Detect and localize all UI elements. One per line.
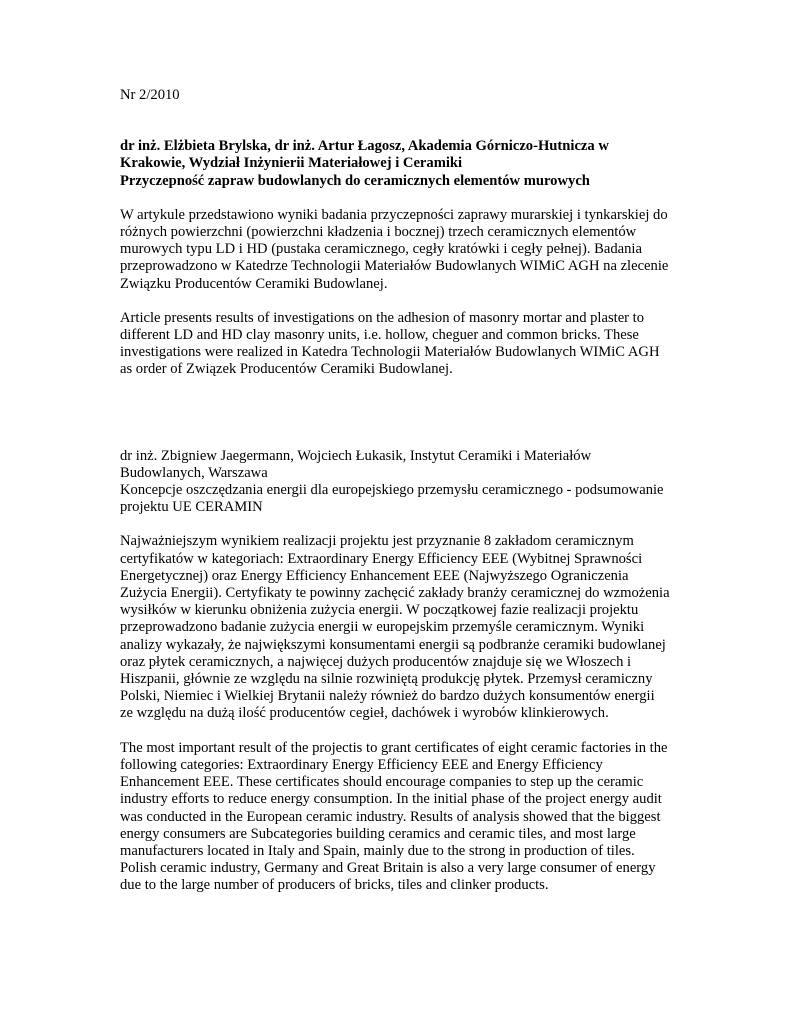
document-page <box>120 87 680 895</box>
article1-authors-line: Krakowie, Wydział Inżynierii Materiałowej i Ceramiki <box>120 155 463 172</box>
paragraph-line: investigations were realized in Katedra Technologii Materiałów Budowlanych WIMiC AGH <box>120 344 660 361</box>
paragraph-line: Hiszpanii, głównie ze względu na silnie rozwiniętą produkcję płytek. Przemysł ceramiczny <box>120 671 653 688</box>
paragraph-line: W artykule przedstawiono wyniki badania przyczepności zaprawy murarskiej i tynkarskiej do <box>120 206 668 223</box>
paragraph-line: przeprowadzono w Katedrze Technologii Materiałów Budowlanych WIMiC AGH na zlecenie <box>120 258 669 275</box>
paragraph-line: Enhancement EEE. These certificates should encourage companies to step up the ceramic <box>120 774 644 791</box>
issue-number: Nr 2/2010 <box>120 87 180 103</box>
paragraph-line: Najważniejszym wynikiem realizacji projektu jest przyznanie 8 zakładom ceramicznym <box>120 533 634 550</box>
article2-header <box>120 448 680 517</box>
paragraph-line: industry efforts to reduce energy consumption. In the initial phase of the project energy audit <box>120 791 662 808</box>
paragraph-line: Article presents results of investigations on the adhesion of masonry mortar and plaster to <box>120 309 645 326</box>
paragraph-line: following categories: Extraordinary Energy Efficiency EEE and Energy Efficiency <box>120 756 603 773</box>
paragraph-line: oraz płytek ceramicznych, a najwięcej dużych producentów znajduje się we Włoszech i <box>120 653 632 670</box>
article1-header <box>120 138 680 190</box>
paragraph-line: manufacturers located in Italy and Spain, mainly due to the strong in production of tiles. <box>120 842 635 859</box>
paragraph-line: Polish ceramic industry, Germany and Great Britain is also a very large consumer of energy <box>120 860 656 877</box>
article1-abstract-en <box>120 310 680 379</box>
paragraph-line: wysiłków w kierunku obniżenia zużycia energii. W początkowej fazie realizacji projektu <box>120 602 639 619</box>
article1-abstract-pl <box>120 207 680 293</box>
article2-authors-line: dr inż. Zbigniew Jaegermann, Wojciech Łukasik, Instytut Ceramiki i Materiałów <box>120 447 592 464</box>
article2-title-line: Koncepcje oszczędzania energii dla europejskiego przemysłu ceramicznego - podsumowanie <box>120 482 664 499</box>
article1-title: Przyczepność zapraw budowlanych do ceramicznych elementów murowych <box>120 172 590 189</box>
paragraph-line: przeprowadzono badanie zużycia energii w europejskim przemyśle ceramicznym. Wyniki <box>120 619 645 636</box>
paragraph-line: ze względu na dużą ilość producentów cegieł, dachówek i wyrobów klinkierowych. <box>120 705 609 722</box>
article2-abstract-en <box>120 740 680 895</box>
article2-authors-line: Budowlanych, Warszawa <box>120 464 268 481</box>
article1-authors-line: dr inż. Elżbieta Brylska, dr inż. Artur Łagosz, Akademia Górniczo-Hutnicza w <box>120 138 609 155</box>
paragraph-line: certyfikatów w kategoriach: Extraordinary Energy Efficiency EEE (Wybitnej Sprawności <box>120 550 643 567</box>
paragraph-line: different LD and HD clay masonry units, i.e. hollow, cheguer and common bricks. These <box>120 327 639 344</box>
paragraph-line: Energetycznej) oraz Energy Efficiency Enhancement EEE (Najwyższego Ograniczenia <box>120 567 629 584</box>
paragraph-line: as order of Związek Producentów Ceramiki Budowlanej. <box>120 361 453 378</box>
paragraph-line: różnych powierzchni (powierzchni kładzenia i bocznej) trzech ceramicznych elementów <box>120 224 637 241</box>
paragraph-line: energy consumers are Subcategories building ceramics and ceramic tiles, and most large <box>120 825 636 842</box>
paragraph-line: murowych typu LD i HD (pustaka ceramicznego, cegły kratówki i cegły pełnej). Badania <box>120 241 642 258</box>
paragraph-line: The most important result of the projectis to grant certificates of eight ceramic factories in the <box>120 739 668 756</box>
paragraph-line: Związku Producentów Ceramiki Budowlanej. <box>120 275 388 292</box>
paragraph-line: was conducted in the European ceramic industry. Results of analysis showed that the biggest <box>120 808 661 825</box>
paragraph-line: Polski, Niemiec i Wielkiej Brytanii należy również do bardzo dużych konsumentów energii <box>120 688 655 705</box>
paragraph-line: due to the large number of producers of bricks, tiles and clinker products. <box>120 877 549 894</box>
article2-title-line: projektu UE CERAMIN <box>120 499 263 516</box>
paragraph-line: Zużycia Energii). Certyfikaty te powinny zachęcić zakłady branży ceramicznej do wzmożenia <box>120 585 670 602</box>
article2-abstract-pl <box>120 533 680 722</box>
paragraph-line: analizy wykazały, że największymi konsumentami energii są podbranże ceramiki budowlanej <box>120 636 666 653</box>
